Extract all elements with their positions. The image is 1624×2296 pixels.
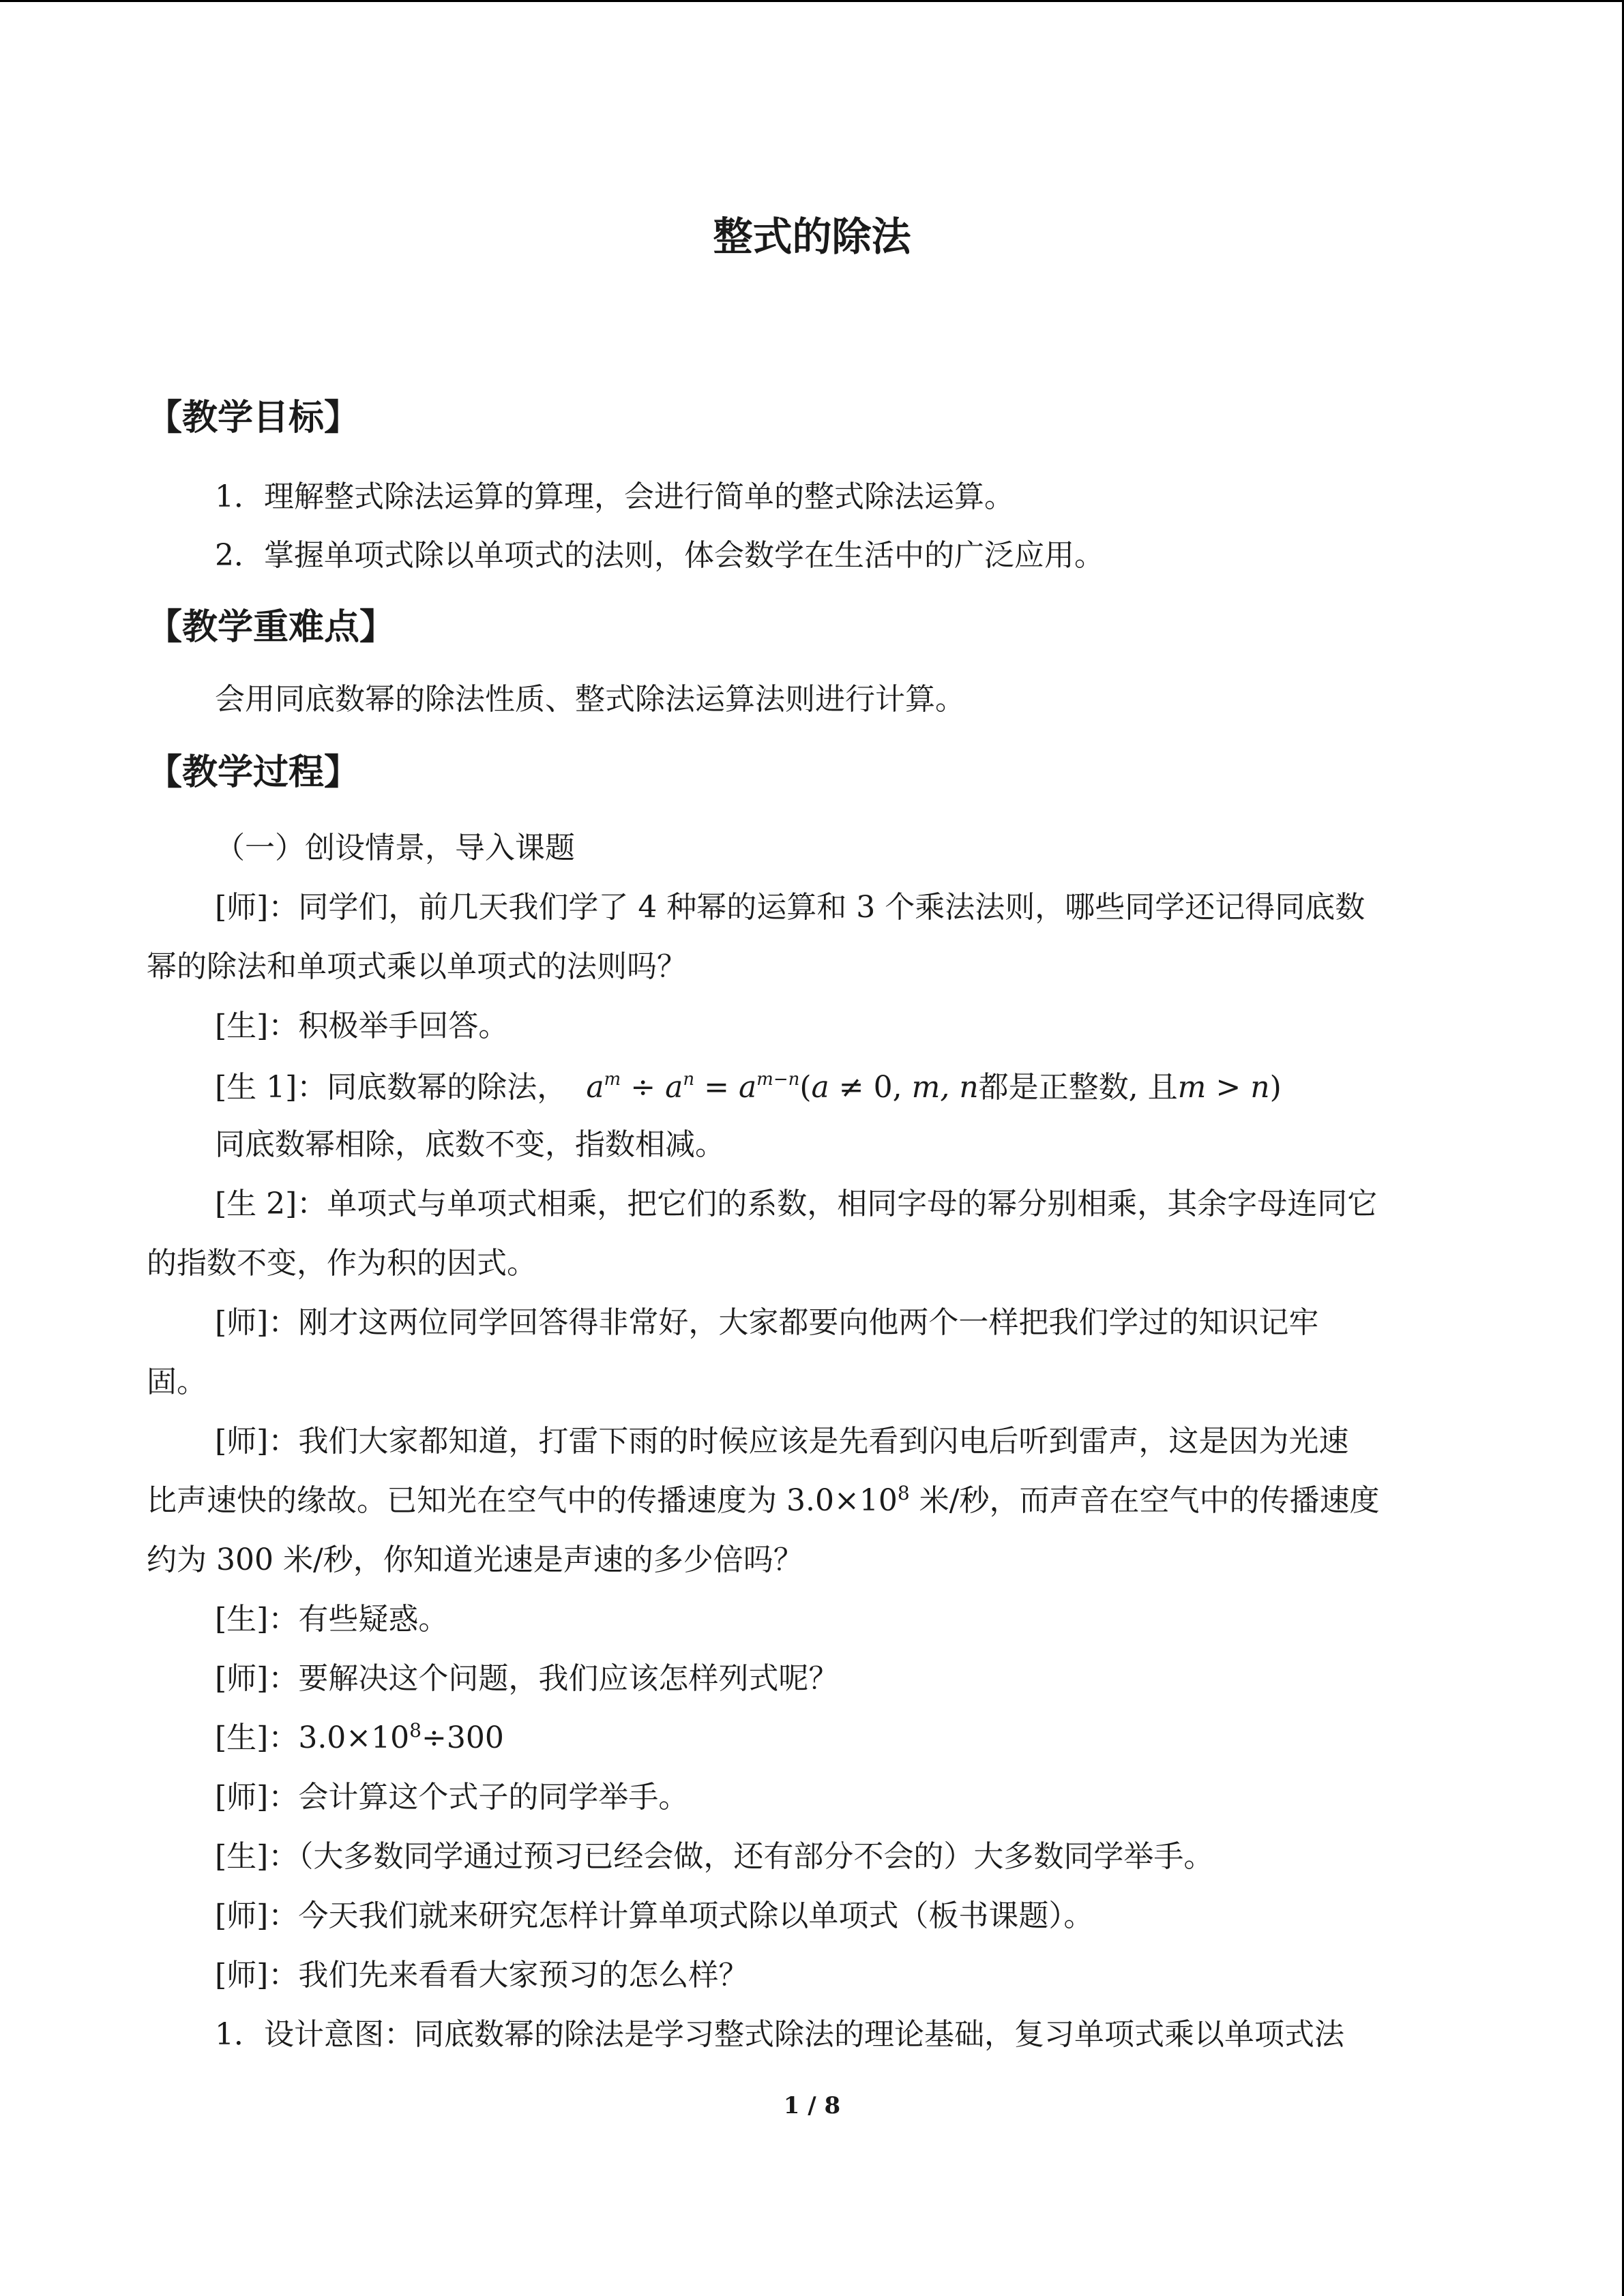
text-run: [生]：3.0×10 bbox=[215, 1720, 410, 1755]
section-heading-goals: 【教学目标】 bbox=[147, 398, 360, 438]
formula-var: a bbox=[665, 1070, 683, 1105]
section-heading-key: 【教学重难点】 bbox=[147, 607, 396, 648]
section-heading-process: 【教学过程】 bbox=[147, 752, 360, 793]
paragraph-line: 同底数幂相除，底数不变，指数相减。 bbox=[215, 1127, 725, 1162]
exponent: 8 bbox=[897, 1482, 910, 1504]
formula-var: m, bbox=[911, 1070, 950, 1105]
key-text: 会用同底数幂的除法性质、整式除法运算法则进行计算。 bbox=[215, 682, 965, 717]
formula-op: ÷ bbox=[630, 1070, 656, 1105]
formula-text: 都是正整数, 且 bbox=[978, 1070, 1178, 1105]
formula-op: ≠ 0, bbox=[838, 1070, 902, 1105]
formula-op: = bbox=[704, 1070, 729, 1105]
page-number: 1 / 8 bbox=[783, 2092, 841, 2119]
paragraph-line bbox=[147, 1482, 1380, 1518]
text-run: ÷300 bbox=[422, 1720, 504, 1755]
top-border bbox=[0, 0, 1624, 2]
formula-var: n bbox=[1250, 1070, 1270, 1105]
formula-line bbox=[215, 1071, 1282, 1103]
paragraph-line: [生 2]：单项式与单项式相乘，把它们的系数，相同字母的幂分别相乘，其余字母连同它 bbox=[215, 1187, 1378, 1221]
formula-exp: m bbox=[604, 1069, 621, 1090]
paragraph-line: [师]：今天我们就来研究怎样计算单项式除以单项式（板书课题）。 bbox=[215, 1898, 1094, 1933]
subsection-heading: （一）创设情景，导入课题 bbox=[215, 831, 575, 865]
paragraph-line: [师]：同学们，前几天我们学了 4 种幂的运算和 3 个乘法法则，哪些同学还记得同底数 bbox=[215, 890, 1365, 925]
goal-item-1: 1．理解整式除法运算的算理，会进行简单的整式除法运算。 bbox=[215, 479, 1014, 514]
paragraph-line: [师]：会计算这个式子的同学举手。 bbox=[215, 1780, 689, 1815]
formula-var: a bbox=[738, 1070, 757, 1105]
paragraph-line: [生]：积极举手回答。 bbox=[215, 1009, 509, 1043]
paragraph-line: 幂的除法和单项式乘以单项式的法则吗？ bbox=[147, 949, 687, 984]
formula-exp: n bbox=[683, 1069, 695, 1090]
formula-paren: ) bbox=[1269, 1070, 1282, 1105]
paragraph-line: [生]：（大多数同学通过预习已经会做，还有部分不会的）大多数同学举手。 bbox=[215, 1839, 1214, 1874]
formula-prefix: [生 1]：同底数幂的除法， bbox=[215, 1070, 567, 1105]
paragraph-line: [师]：我们大家都知道，打雷下雨的时候应该是先看到闪电后听到雷声，这是因为光速 bbox=[215, 1424, 1349, 1459]
text-run: 米/秒，而声音在空气中的传播速度 bbox=[909, 1483, 1380, 1518]
paragraph-line: 的指数不变，作为积的因式。 bbox=[147, 1246, 537, 1281]
text-run: 比声速快的缘故。已知光在空气中的传播速度为 3.0×10 bbox=[147, 1483, 898, 1518]
formula-var: a bbox=[586, 1070, 604, 1105]
exponent: 8 bbox=[409, 1719, 422, 1742]
formula-var: n bbox=[959, 1070, 979, 1105]
goal-item-2: 2．掌握单项式除以单项式的法则，体会数学在生活中的广泛应用。 bbox=[215, 538, 1104, 573]
formula-op: > bbox=[1215, 1070, 1241, 1105]
paragraph-line: [师]：刚才这两位同学回答得非常好，大家都要向他两个一样把我们学过的知识记牢 bbox=[215, 1305, 1319, 1340]
paragraph-line: 约为 300 米/秒，你知道光速是声速的多少倍吗？ bbox=[147, 1542, 803, 1577]
division-formula bbox=[576, 1070, 1281, 1105]
paragraph-line: 1．设计意图：同底数幂的除法是学习整式除法的理论基础，复习单项式乘以单项式法 bbox=[215, 2017, 1344, 2052]
formula-var: m bbox=[1177, 1070, 1207, 1105]
paragraph-line bbox=[215, 1719, 504, 1755]
paragraph-line: 固。 bbox=[147, 1365, 207, 1399]
page-title: 整式的除法 bbox=[713, 213, 911, 260]
paragraph-line: [师]：我们先来看看大家预习的怎么样？ bbox=[215, 1958, 749, 1993]
paragraph-line: [生]：有些疑惑。 bbox=[215, 1602, 449, 1637]
formula-var: a bbox=[811, 1070, 829, 1105]
paragraph-line: [师]：要解决这个问题，我们应该怎样列式呢？ bbox=[215, 1661, 839, 1696]
formula-exp: m−n bbox=[756, 1069, 800, 1090]
formula-paren: ( bbox=[799, 1070, 812, 1105]
